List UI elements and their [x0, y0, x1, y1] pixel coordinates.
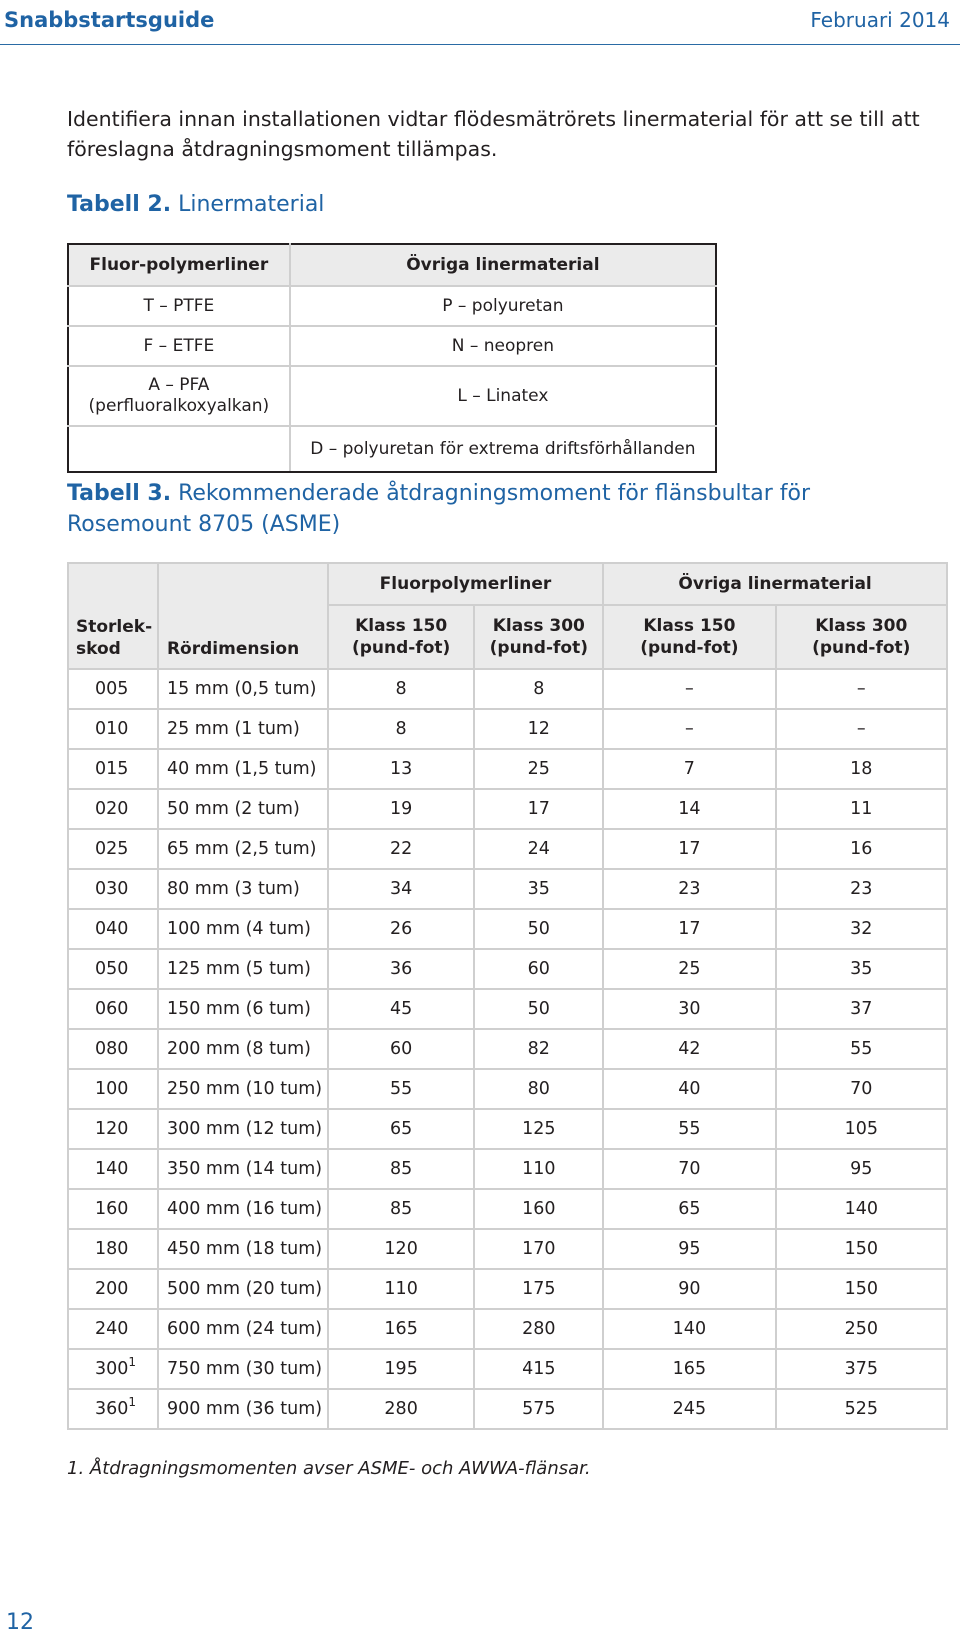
fluoro-class150-cell	[328, 909, 475, 949]
pipe-dimension-cell-value: 600 mm (24 tum)	[166, 1319, 323, 1339]
other-class150-cell	[603, 869, 775, 909]
size-code-cell	[68, 789, 158, 829]
other-class150-cell	[603, 749, 775, 789]
other-class300-cell-value: 35	[850, 959, 873, 979]
fluoro-class150-cell	[328, 1029, 475, 1069]
fluoro-class150-cell-value: 22	[389, 839, 413, 859]
size-code-cell	[68, 909, 158, 949]
size-code-cell	[68, 1069, 158, 1109]
fluoro-class150-cell	[328, 1189, 475, 1229]
other-class150-cell	[603, 949, 775, 989]
other-class150-cell-value: 95	[678, 1239, 701, 1259]
pipe-dimension-cell-value: 750 mm (30 tum)	[166, 1359, 323, 1379]
table3-caption-number: Tabell 3.	[67, 481, 172, 506]
other-class300-cell	[776, 789, 947, 829]
size-code-cell-value: 015	[95, 759, 129, 779]
pipe-dimension-cell	[158, 989, 328, 1029]
other-class150-cell	[603, 1309, 775, 1349]
other-class300-cell	[776, 1349, 947, 1389]
fluoro-class150-cell	[328, 949, 475, 989]
other-class150-cell	[603, 1269, 775, 1309]
other-class150-cell-value: 42	[678, 1039, 701, 1059]
other-class150-cell-value: 65	[678, 1199, 701, 1219]
other-class300-cell-value: 32	[850, 919, 873, 939]
fluoro-class300-cell	[474, 829, 603, 869]
pipe-dimension-cell	[158, 1309, 328, 1349]
class300-header	[776, 605, 947, 669]
other-class300-cell-value: –	[856, 679, 866, 699]
pipe-dimension-cell-value: 50 mm (2 tum)	[166, 799, 300, 819]
class-label: Klass 150	[355, 616, 448, 636]
fluoro-class300-cell-value: 50	[527, 999, 550, 1019]
other-class150-cell-value: 90	[678, 1279, 701, 1299]
fluoro-class150-cell-value: 13	[389, 759, 413, 779]
fluoro-class150-cell-value: 165	[384, 1319, 418, 1339]
fluoro-class150-cell	[328, 669, 475, 709]
other-class150-cell-value: 245	[672, 1399, 707, 1419]
other-class300-cell-value: –	[856, 719, 866, 739]
size-code-cell	[68, 1189, 158, 1229]
fluoro-class300-cell-value: 170	[522, 1239, 556, 1259]
fluoro-class300-cell	[474, 1349, 603, 1389]
header-date: Februari 2014	[810, 8, 950, 32]
fluoro-class300-cell	[474, 669, 603, 709]
pipe-dimension-cell	[158, 1269, 328, 1309]
other-class300-cell	[776, 1069, 947, 1109]
size-code-cell-value: 060	[95, 999, 129, 1019]
other-class300-cell	[776, 1189, 947, 1229]
fluoro-class150-cell-value: 110	[384, 1279, 418, 1299]
other-class300-cell	[776, 829, 947, 869]
fluoro-class300-cell-value: 110	[522, 1159, 556, 1179]
fluoro-class150-cell-value: 195	[384, 1359, 418, 1379]
fluoro-class150-cell-value: 45	[389, 999, 413, 1019]
fluoropolymer-group-header: Fluorpolymerliner	[328, 563, 603, 605]
size-code-cell	[68, 1029, 158, 1069]
size-code-cell	[68, 869, 158, 909]
pipe-dimension-cell	[158, 749, 328, 789]
other-class150-cell-value: 7	[683, 759, 695, 779]
liner-cell	[68, 366, 290, 426]
other-class300-cell-value: 375	[844, 1359, 878, 1379]
fluoro-class150-cell-value: 55	[389, 1079, 413, 1099]
fluoro-class300-cell-value: 175	[522, 1279, 556, 1299]
other-class300-cell	[776, 749, 947, 789]
table-row	[68, 1349, 947, 1389]
fluoro-class300-cell-value: 125	[522, 1119, 556, 1139]
fluoro-class300-cell-value: 82	[527, 1039, 550, 1059]
fluoro-class300-cell-value: 80	[527, 1079, 550, 1099]
pipe-dimension-cell-value: 500 mm (20 tum)	[166, 1279, 323, 1299]
table-row	[68, 1149, 947, 1189]
fluoro-class150-cell	[328, 869, 475, 909]
other-class150-cell	[603, 829, 775, 869]
footnote-marker: 1	[128, 1355, 137, 1369]
other-class150-cell-value: –	[685, 679, 694, 699]
pipe-dimension-cell-value: 65 mm (2,5 tum)	[166, 839, 317, 859]
other-class150-cell	[603, 1069, 775, 1109]
table2-caption-number: Tabell 2.	[67, 192, 172, 217]
size-code-cell-value: 180	[95, 1239, 129, 1259]
other-class300-cell	[776, 1309, 947, 1349]
liner-cell: T – PTFE	[68, 286, 290, 326]
table-row	[68, 709, 947, 749]
fluoro-class150-cell	[328, 829, 475, 869]
fluoro-class150-cell-value: 36	[389, 959, 413, 979]
fluoro-class300-cell	[474, 1269, 603, 1309]
other-class150-cell-value: 70	[678, 1159, 701, 1179]
fluoro-class150-cell-value: 60	[389, 1039, 413, 1059]
liner-cell-empty	[68, 426, 290, 472]
other-class300-cell	[776, 869, 947, 909]
other-class300-cell	[776, 1149, 947, 1189]
other-class150-cell-value: 55	[678, 1119, 701, 1139]
other-class300-cell-value: 70	[850, 1079, 873, 1099]
other-class300-cell	[776, 709, 947, 749]
other-class300-cell-value: 105	[844, 1119, 878, 1139]
other-class150-cell	[603, 1109, 775, 1149]
size-code-cell	[68, 1389, 158, 1429]
other-class300-cell-value: 525	[844, 1399, 878, 1419]
fluoro-class150-cell	[328, 789, 475, 829]
page-number: 12	[6, 1610, 34, 1635]
unit-label: (pund-fot)	[812, 638, 911, 658]
pipe-dimension-cell	[158, 1109, 328, 1149]
fluoro-class150-cell-value: 65	[389, 1119, 413, 1139]
table-row	[68, 869, 947, 909]
other-class150-cell-value: 23	[678, 879, 701, 899]
size-code-cell	[68, 749, 158, 789]
other-class150-cell	[603, 709, 775, 749]
other-class150-cell-value: 25	[678, 959, 701, 979]
pipe-dimension-cell-value: 400 mm (16 tum)	[166, 1199, 323, 1219]
fluoro-class300-cell-value: 35	[527, 879, 550, 899]
other-class150-cell-value: 165	[672, 1359, 707, 1379]
size-code-cell	[68, 949, 158, 989]
pipe-dimension-cell	[158, 1069, 328, 1109]
pipe-dimension-cell	[158, 1229, 328, 1269]
fluoro-class150-cell-value: 280	[384, 1399, 418, 1419]
table-row	[68, 1389, 947, 1429]
fluoro-class300-cell-value: 160	[522, 1199, 556, 1219]
class300-header	[474, 605, 603, 669]
pipe-dimension-cell	[158, 789, 328, 829]
pipe-dimension-cell-value: 100 mm (4 tum)	[166, 919, 311, 939]
size-code-cell	[68, 1109, 158, 1149]
table-row	[68, 669, 947, 709]
other-class300-cell	[776, 1109, 947, 1149]
other-class300-cell	[776, 989, 947, 1029]
pipe-dimension-cell-value: 200 mm (8 tum)	[166, 1039, 311, 1059]
other-class300-cell	[776, 1389, 947, 1429]
other-class300-cell-value: 55	[850, 1039, 873, 1059]
table-row	[68, 1229, 947, 1269]
other-class150-cell-value: 30	[678, 999, 701, 1019]
other-materials-header: Övriga linermaterial	[290, 244, 716, 286]
fluoro-class150-cell-value: 19	[389, 799, 413, 819]
pipe-dimension-cell-value: 900 mm (36 tum)	[166, 1399, 323, 1419]
table-row	[68, 1309, 947, 1349]
other-class150-cell	[603, 1189, 775, 1229]
size-code-cell-value: 020	[95, 799, 129, 819]
unit-label: (pund-fot)	[489, 638, 588, 658]
fluoro-class150-cell	[328, 1149, 475, 1189]
class-label: Klass 150	[643, 616, 736, 636]
pipe-dimension-cell-value: 300 mm (12 tum)	[166, 1119, 323, 1139]
fluoropolymer-header: Fluor-polymerliner	[68, 244, 290, 286]
unit-label: (pund-fot)	[351, 638, 451, 658]
fluoro-class150-cell	[328, 1109, 475, 1149]
other-class300-cell-value: 16	[850, 839, 873, 859]
pipe-dimension-cell-value: 250 mm (10 tum)	[166, 1079, 323, 1099]
fluoro-class150-cell-value: 34	[389, 879, 413, 899]
pipe-dimension-cell	[158, 1149, 328, 1189]
other-class150-cell	[603, 909, 775, 949]
fluoro-class300-cell	[474, 949, 603, 989]
other-class300-cell-value: 23	[850, 879, 873, 899]
table-row	[68, 1029, 947, 1069]
size-code-cell-value: 120	[95, 1119, 129, 1139]
table-row	[68, 749, 947, 789]
fluoro-class300-cell	[474, 909, 603, 949]
table2-caption	[67, 192, 324, 217]
size-code-cell	[68, 1309, 158, 1349]
fluoro-class150-cell-value: 120	[384, 1239, 418, 1259]
fluoro-class300-cell	[474, 1149, 603, 1189]
pipe-dimension-cell	[158, 869, 328, 909]
liner-cell: P – polyuretan	[290, 286, 716, 326]
size-code-cell-value: 160	[95, 1199, 129, 1219]
size-code-cell-value: 300	[95, 1359, 129, 1379]
fluoro-class150-cell	[328, 749, 475, 789]
pipe-dimension-cell-value: 350 mm (14 tum)	[166, 1159, 323, 1179]
pipe-dimension-cell-value: 125 mm (5 tum)	[166, 959, 311, 979]
size-code-header-line1: Storlek-	[76, 617, 153, 637]
other-class300-cell-value: 37	[850, 999, 873, 1019]
other-class300-cell	[776, 1269, 947, 1309]
fluoro-class150-cell	[328, 1389, 475, 1429]
pipe-dimension-cell-value: 40 mm (1,5 tum)	[166, 759, 317, 779]
fluoro-class150-cell	[328, 1349, 475, 1389]
other-class150-cell	[603, 1349, 775, 1389]
liner-cell: F – ETFE	[68, 326, 290, 366]
size-code-cell-value: 005	[95, 679, 129, 699]
footnote-marker: 1	[128, 1395, 137, 1409]
other-class150-cell-value: 17	[678, 839, 701, 859]
other-class300-cell-value: 250	[844, 1319, 878, 1339]
table-row	[68, 1189, 947, 1229]
size-code-cell	[68, 709, 158, 749]
pipe-dimension-cell	[158, 1029, 328, 1069]
pipe-dimension-cell	[158, 669, 328, 709]
fluoro-class150-cell-value: 26	[389, 919, 413, 939]
other-class300-cell-value: 150	[844, 1279, 878, 1299]
intro-paragraph: Identifiera innan installationen vidtar flödesmätrörets linermaterial för att se till att föreslagna åtdragningsmoment tillämpas.	[67, 107, 920, 161]
table2-caption-text: Linermaterial	[178, 192, 325, 217]
fluoro-class300-cell	[474, 989, 603, 1029]
fluoro-class300-cell	[474, 749, 603, 789]
fluoro-class300-cell-value: 60	[527, 959, 550, 979]
class-label: Klass 300	[492, 616, 585, 636]
fluoro-class300-cell-value: 12	[527, 719, 550, 739]
fluoro-class300-cell-value: 25	[527, 759, 550, 779]
pipe-dimension-cell	[158, 709, 328, 749]
size-code-cell	[68, 669, 158, 709]
class150-header	[328, 605, 475, 669]
fluoro-class300-cell	[474, 1389, 603, 1429]
size-code-cell	[68, 1229, 158, 1269]
unit-label: (pund-fot)	[640, 638, 739, 658]
table-row	[68, 1069, 947, 1109]
other-class300-cell-value: 18	[850, 759, 873, 779]
fluoro-class150-cell	[328, 989, 475, 1029]
size-code-cell-value: 050	[95, 959, 129, 979]
table3-caption	[67, 478, 927, 540]
pipe-dimension-cell-value: 15 mm (0,5 tum)	[166, 679, 317, 699]
pipe-dimension-cell-value: 450 mm (18 tum)	[166, 1239, 323, 1259]
torque-table	[67, 562, 948, 1430]
size-code-cell	[68, 1269, 158, 1309]
table-row	[68, 1109, 947, 1149]
table-row	[68, 829, 947, 869]
other-class150-cell	[603, 1029, 775, 1069]
liner-description: (perfluoralkoxyalkan)	[88, 396, 270, 416]
size-code-cell-value: 030	[95, 879, 129, 899]
fluoro-class300-cell-value: 575	[522, 1399, 556, 1419]
table3-caption-text: Rekommenderade åtdragningsmoment för flänsbultar för Rosemount 8705 (ASME)	[67, 481, 811, 537]
table-row	[68, 909, 947, 949]
pipe-dimension-cell-value: 25 mm (1 tum)	[166, 719, 300, 739]
fluoro-class300-cell-value: 17	[527, 799, 550, 819]
other-class150-cell-value: 14	[678, 799, 701, 819]
fluoro-class300-cell	[474, 1309, 603, 1349]
other-class150-cell-value: –	[685, 719, 694, 739]
fluoro-class300-cell	[474, 1109, 603, 1149]
pipe-dimension-cell	[158, 949, 328, 989]
size-code-cell-value: 240	[95, 1319, 129, 1339]
other-class300-cell-value: 150	[844, 1239, 878, 1259]
class-label: Klass 300	[815, 616, 908, 636]
size-code-cell-value: 100	[95, 1079, 129, 1099]
size-code-cell-value: 025	[95, 839, 129, 859]
other-class150-cell	[603, 789, 775, 829]
other-class150-cell	[603, 989, 775, 1029]
other-class150-cell	[603, 669, 775, 709]
other-class300-cell	[776, 949, 947, 989]
pipe-dimension-cell	[158, 1349, 328, 1389]
table-row	[68, 789, 947, 829]
liner-cell: D – polyuretan för extrema driftsförhållanden	[290, 426, 716, 472]
liner-code: A – PFA	[148, 375, 210, 395]
fluoro-class150-cell	[328, 1269, 475, 1309]
size-code-header-line2: skod	[76, 639, 121, 659]
other-class150-cell-value: 140	[672, 1319, 707, 1339]
size-code-cell-value: 360	[95, 1399, 129, 1419]
fluoro-class150-cell	[328, 1309, 475, 1349]
fluoro-class150-cell-value: 8	[395, 679, 407, 699]
liner-cell: N – neopren	[290, 326, 716, 366]
fluoro-class300-cell	[474, 709, 603, 749]
fluoro-class300-cell	[474, 1029, 603, 1069]
pipe-dimension-cell-value: 80 mm (3 tum)	[166, 879, 300, 899]
pipe-dimension-cell	[158, 909, 328, 949]
fluoro-class300-cell-value: 280	[522, 1319, 556, 1339]
pipe-dimension-cell	[158, 1189, 328, 1229]
fluoro-class150-cell	[328, 709, 475, 749]
other-class300-cell	[776, 1029, 947, 1069]
other-class300-cell	[776, 669, 947, 709]
other-class150-cell-value: 17	[678, 919, 701, 939]
footnote: 1. Åtdragningsmomenten avser ASME- och AWWA-flänsar.	[67, 1458, 591, 1479]
other-class150-cell	[603, 1149, 775, 1189]
table-row	[68, 949, 947, 989]
fluoro-class300-cell	[474, 789, 603, 829]
size-code-cell-value: 080	[95, 1039, 129, 1059]
pipe-dimension-cell-value: 150 mm (6 tum)	[166, 999, 311, 1019]
fluoro-class150-cell	[328, 1069, 475, 1109]
guide-title: Snabbstartsguide	[4, 8, 215, 32]
fluoro-class300-cell-value: 8	[533, 679, 545, 699]
page-header	[0, 0, 960, 45]
liner-material-table	[67, 243, 717, 473]
fluoro-class300-cell-value: 50	[527, 919, 550, 939]
fluoro-class150-cell	[328, 1229, 475, 1269]
liner-cell: L – Linatex	[290, 366, 716, 426]
other-materials-group-header: Övriga linermaterial	[603, 563, 947, 605]
size-code-cell	[68, 989, 158, 1029]
pipe-dimension-cell	[158, 1389, 328, 1429]
other-class300-cell-value: 140	[844, 1199, 878, 1219]
fluoro-class300-cell-value: 415	[522, 1359, 556, 1379]
fluoro-class300-cell	[474, 869, 603, 909]
other-class300-cell-value: 95	[850, 1159, 873, 1179]
fluoro-class150-cell-value: 8	[395, 719, 407, 739]
other-class150-cell	[603, 1389, 775, 1429]
other-class150-cell-value: 40	[678, 1079, 701, 1099]
size-code-cell	[68, 1349, 158, 1389]
size-code-cell-value: 040	[95, 919, 129, 939]
size-code-cell-value: 140	[95, 1159, 129, 1179]
fluoro-class150-cell-value: 85	[389, 1159, 413, 1179]
fluoro-class300-cell	[474, 1229, 603, 1269]
fluoro-class300-cell	[474, 1189, 603, 1229]
fluoro-class300-cell-value: 24	[527, 839, 550, 859]
size-code-cell	[68, 829, 158, 869]
size-code-header	[68, 563, 158, 669]
other-class300-cell-value: 11	[850, 799, 873, 819]
size-code-cell-value: 200	[95, 1279, 129, 1299]
size-code-cell	[68, 1149, 158, 1189]
fluoro-class150-cell-value: 85	[389, 1199, 413, 1219]
size-code-cell-value: 010	[95, 719, 129, 739]
table-row	[68, 1269, 947, 1309]
other-class300-cell	[776, 1229, 947, 1269]
other-class300-cell	[776, 909, 947, 949]
class150-header	[603, 605, 775, 669]
other-class150-cell	[603, 1229, 775, 1269]
pipe-dimension-header: Rördimension	[158, 563, 328, 669]
pipe-dimension-cell	[158, 829, 328, 869]
fluoro-class300-cell	[474, 1069, 603, 1109]
table-row	[68, 989, 947, 1029]
